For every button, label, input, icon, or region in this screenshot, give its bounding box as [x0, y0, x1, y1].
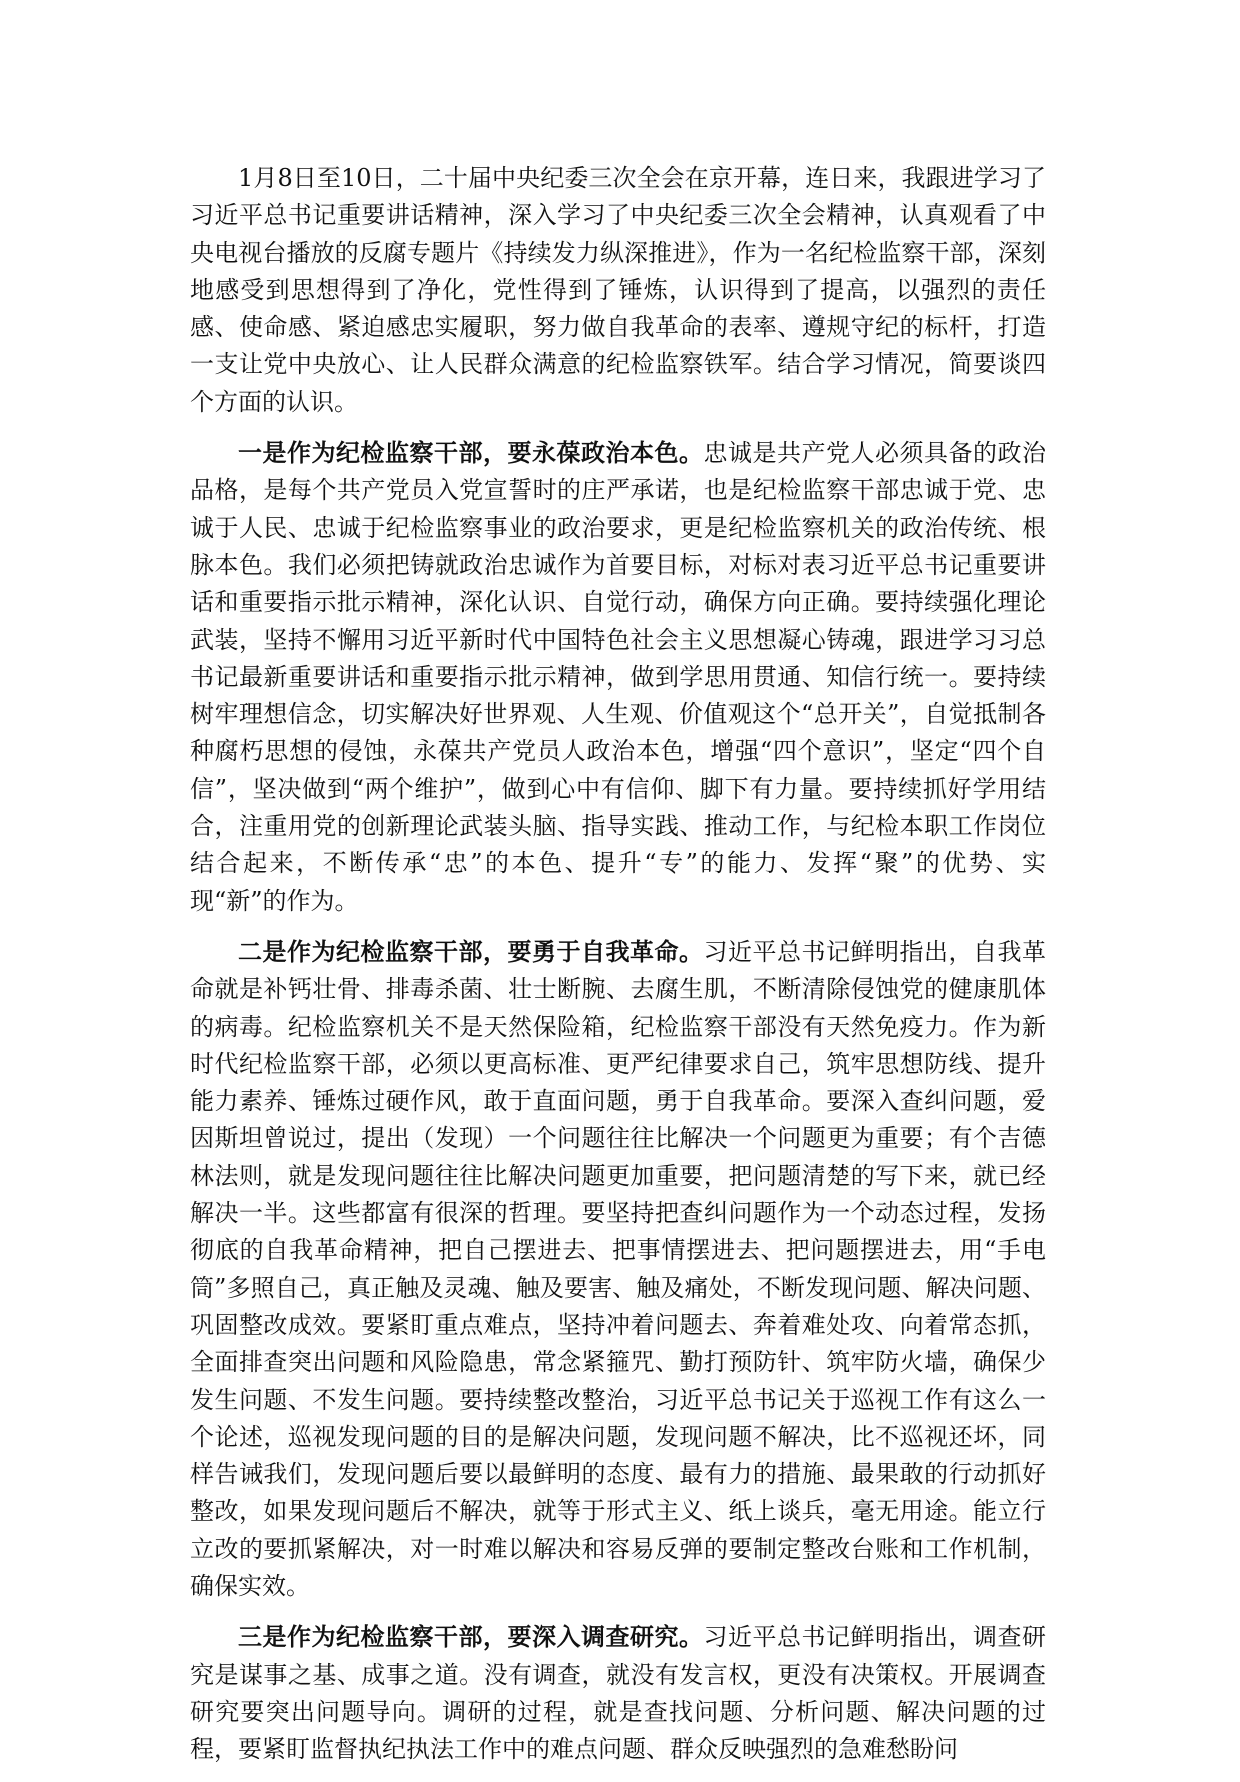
paragraph-text: 忠诚是共产党人必须具备的政治品格，是每个共产党员入党宣誓时的庄严承诺，也是纪检监察干部忠诚于党、忠诚于人民、忠诚于纪检监察事业的政治要求，更是纪检监察机关的政治传统、根脉本色。我们必须把铸就政治忠诚作为首要目标，对标对表习近平总书记重要讲话和重要指示批示精神，深化认识、自觉行动，确保方向正确。要持续强化理论武装，坚持不懈用习近平新时代中国特色社会主义思想凝心铸魂，跟进学习习总书记最新重要讲话和重要指示批示精神，做到学思用贯通、知信行统一。要持续树牢理想信念，切实解决好世界观、人生观、价值观这个“总开关”，自觉抵制各种腐朽思想的侵蚀，永葆共产党员人政治本色，增强“四个意识”，坚定“四个自信”，坚决做到“两个维护”，做到心中有信仰、脚下有力量。要持续抓好学用结合，注重用党的创新理论武装头脑、指导实践、推动工作，与纪检本职工作岗位结合起来，不断传承“忠”的本色、提升“专”的能力、发挥“聚”的优势、实现“新”的作为。 [190, 439, 1046, 915]
paragraph-text: 1月8日至10日，二十届中央纪委三次全会在京开幕，连日来，我跟进学习了习近平总书记重要讲话精神，深入学习了中央纪委三次全会精神，认真观看了中央电视台播放的反腐专题片《持续发力纵深推进》，作为一名纪检监察干部，深刻地感受到思想得到了净化，党性得到了锤炼，认识得到了提高，以强烈的责任感、使命感、紧迫感忠实履职，努力做自我革命的表率、遵规守纪的标杆，打造一支让党中央放心、让人民群众满意的纪检监察铁军。结合学习情况，简要谈四个方面的认识。 [190, 164, 1046, 416]
paragraph-lead: 三是作为纪检监察干部，要深入调查研究。 [238, 1623, 704, 1652]
paragraph-point-two [190, 934, 1046, 1605]
paragraph-text: 习近平总书记鲜明指出，调查研究是谋事之基、成事之道。没有调查，就没有发言权，更没有决策权。开展调查研究要突出问题导向。调研的过程，就是查找问题、分析问题、解决问题的过程，要紧盯监督执纪执法工作中的难点问题、群众反映强烈的急难愁盼问 [190, 1623, 1046, 1764]
paragraph-text: 习近平总书记鲜明指出，自我革命就是补钙壮骨、排毒杀菌、壮士断腕、去腐生肌，不断清除侵蚀党的健康肌体的病毒。纪检监察机关不是天然保险箱，纪检监察干部没有天然免疫力。作为新时代纪检监察干部，必须以更高标准、更严纪律要求自己，筑牢思想防线、提升能力素养、锤炼过硬作风，敢于直面问题，勇于自我革命。要深入查纠问题，爱因斯坦曾说过，提出（发现）一个问题往往比解决一个问题更为重要；有个吉德林法则，就是发现问题往往比解决问题更加重要，把问题清楚的写下来，就已经解决一半。这些都富有很深的哲理。要坚持把查纠问题作为一个动态过程，发扬彻底的自我革命精神，把自己摆进去、把事情摆进去、把问题摆进去，用“手电筒”多照自己，真正触及灵魂、触及要害、触及痛处，不断发现问题、解决问题、巩固整改成效。要紧盯重点难点，坚持冲着问题去、奔着难处攻、向着常态抓，全面排查突出问题和风险隐患，常念紧箍咒、勤打预防针、筑牢防火墙，确保少发生问题、不发生问题。要持续整改整治，习近平总书记关于巡视工作有这么一个论述，巡视发现问题的目的是解决问题，发现问题不解决，比不巡视还坏，同样告诫我们，发现问题后要以最鲜明的态度、最有力的措施、最果敢的行动抓好整改，如果发现问题后不解决，就等于形式主义、纸上谈兵，毫无用途。能立行立改的要抓紧解决，对一时难以解决和容易反弹的要制定整改台账和工作机制，确保实效。 [190, 937, 1046, 1600]
paragraph-lead: 一是作为纪检监察干部，要永葆政治本色。 [238, 439, 704, 468]
paragraph-lead: 二是作为纪检监察干部，要勇于自我革命。 [238, 937, 704, 966]
paragraph-intro [190, 160, 1046, 421]
paragraph-point-three [190, 1619, 1046, 1768]
document-page [190, 160, 1046, 1782]
paragraph-point-one [190, 435, 1046, 920]
